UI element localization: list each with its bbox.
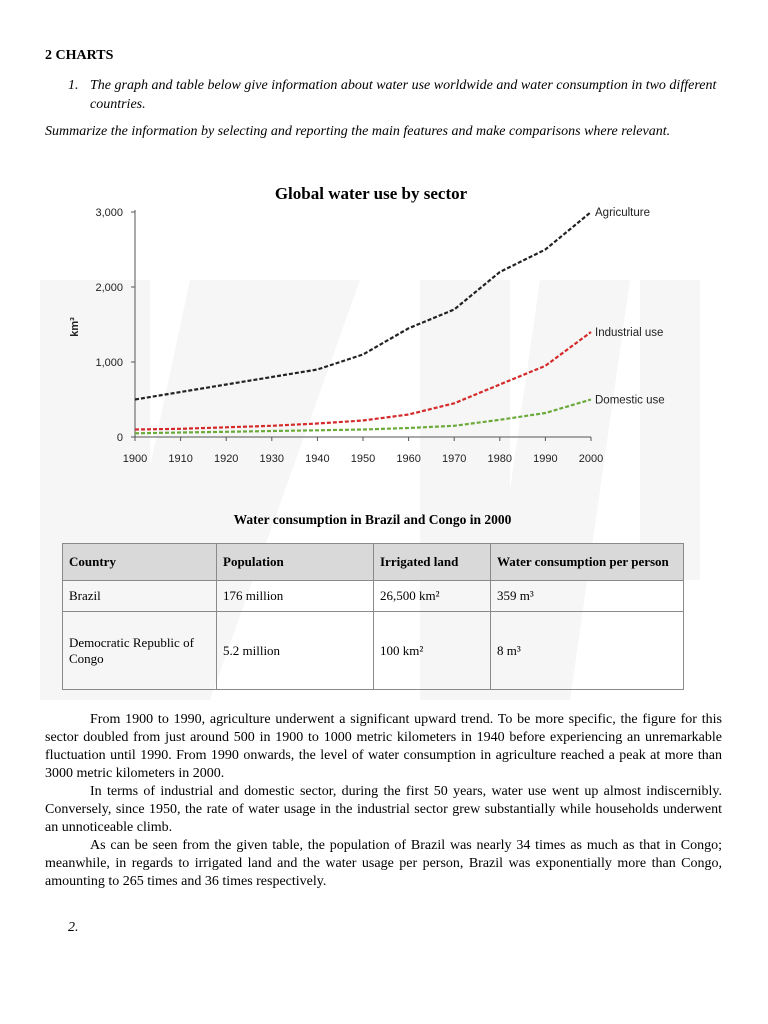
x-tick-label: 1910 — [168, 453, 193, 465]
question-text: The graph and table below give information about water use worldwide and water consumption in two different countries. — [90, 78, 717, 112]
table-title: Water consumption in Brazil and Congo in 2000 — [233, 512, 512, 527]
header-country: Country — [63, 544, 217, 581]
cell-irrigated-land: 26,500 km² — [374, 581, 491, 612]
water-consumption-table — [62, 543, 684, 690]
y-axis-label: km³ — [70, 317, 81, 337]
series-line-industrial-use — [135, 332, 591, 430]
cell-water-per-person: 359 m³ — [491, 581, 684, 612]
cell-population: 176 million — [217, 581, 374, 612]
cell-country: Democratic Republic of Congo — [63, 612, 217, 690]
x-tick-label: 1900 — [122, 453, 148, 465]
x-tick-label: 1940 — [305, 453, 330, 465]
essay-paragraph: As can be seen from the given table, the population of Brazil was nearly 34 times as much as that in Congo; meanwhile, in regards to irrigated land and the water usage per person, Brazil was exponentially more than Congo, amounting to 265 times and 36 times respectively. — [45, 838, 722, 889]
instruction-text: Summarize the information by selecting and reporting the main features and make comparisons where relevant. — [45, 124, 671, 139]
x-tick-label: 1920 — [213, 453, 239, 465]
x-tick-label: 1930 — [259, 453, 285, 465]
water-use-chart — [70, 175, 710, 475]
x-tick-label: 1980 — [487, 453, 513, 465]
x-tick-label: 2000 — [578, 453, 604, 465]
cell-population: 5.2 million — [217, 612, 374, 690]
section-heading: 2 CHARTS — [45, 48, 114, 63]
series-line-agriculture — [135, 212, 591, 400]
header-water-per-person: Water consumption per person — [491, 544, 684, 581]
essay-paragraph: In terms of industrial and domestic sector, during the first 50 years, water use went up almost indiscernibly. Conversely, since 1950, the rate of water usage in the industrial sector grew substantially while households underwent an unnoticeable climb. — [45, 784, 722, 835]
x-tick-label: 1970 — [441, 453, 467, 465]
header-population: Population — [217, 544, 374, 581]
essay-body — [45, 711, 722, 891]
series-label: Industrial use — [595, 327, 664, 339]
y-tick-label: 0 — [116, 432, 123, 444]
series-label: Domestic use — [595, 394, 665, 407]
cell-water-per-person: 8 m³ — [491, 612, 684, 690]
chart-title: Global water use by sector — [274, 184, 468, 203]
x-tick-label: 1960 — [396, 453, 421, 465]
y-tick-label: 2,000 — [95, 282, 123, 294]
y-tick-label: 1,000 — [95, 357, 123, 369]
question-number: 1. — [68, 78, 79, 93]
chart-svg — [70, 175, 710, 475]
series-label: Agriculture — [595, 207, 650, 219]
cell-country: Brazil — [63, 581, 217, 612]
table-row — [63, 612, 684, 690]
table-row — [63, 581, 684, 612]
x-tick-label: 1950 — [350, 453, 376, 465]
essay-paragraph: From 1900 to 1990, agriculture underwent a significant upward trend. To be more specific, the figure for this sector doubled from just around 500 in 1900 to 1000 metric kilometers in 1940 before experiencing an unremarkable fluctuation until 1990. From 1990 onwards, the level of water consumption in agriculture reached a peak at more than 3000 metric kilometers in 2000. — [45, 712, 722, 781]
next-question-number: 2. — [68, 920, 79, 935]
table-header-row — [63, 544, 684, 581]
header-irrigated-land: Irrigated land — [374, 544, 491, 581]
y-tick-label: 3,000 — [95, 207, 123, 219]
question-1 — [68, 76, 723, 114]
x-tick-label: 1990 — [533, 453, 558, 465]
cell-irrigated-land: 100 km² — [374, 612, 491, 690]
